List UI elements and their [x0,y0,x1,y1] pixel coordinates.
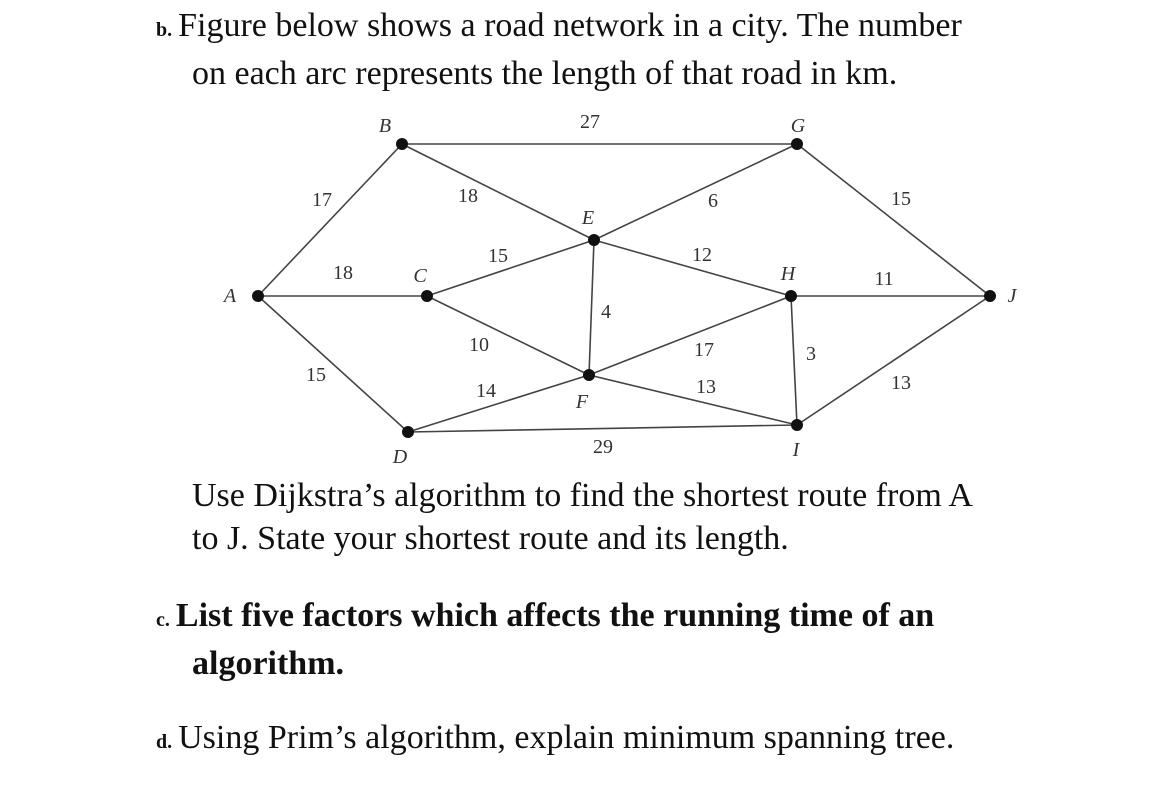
edge-weight-g-j: 15 [891,188,911,210]
question-d-text1: Using Prim’s algorithm, explain minimum spanning tree. [178,719,955,756]
edge-weight-e-h: 12 [692,244,712,266]
question-c-text1: List five factors which affects the running time of an [175,597,935,634]
node-b [396,138,408,150]
edge-a-d [258,296,408,432]
node-f [583,369,595,381]
node-label-b: B [378,115,392,137]
node-label-c: C [413,265,427,287]
edge-a-b [258,144,402,296]
question-d-marker: d. [156,731,173,753]
edge-h-i [791,296,797,425]
node-h [785,290,797,302]
node-d [402,426,414,438]
question-d [156,716,954,764]
edge-weight-a-c: 18 [333,262,353,284]
question-c-marker: c. [156,609,170,631]
node-label-e: E [581,207,595,229]
edge-weight-e-g: 6 [708,190,718,212]
node-label-f: F [575,391,589,413]
edge-c-e [427,240,594,296]
node-g [791,138,803,150]
node-a [252,290,264,302]
edge-weight-d-f: 14 [476,380,496,402]
edge-weight-b-g: 27 [580,111,600,133]
edge-weight-h-j: 11 [874,268,894,290]
edge-weight-c-f: 10 [469,334,489,356]
question-c-line1 [156,594,934,642]
question-d-line1 [156,716,954,764]
question-b-line2: on each arc represents the length of that road in km. [192,55,898,92]
node-j [984,290,996,302]
edge-e-f [589,240,594,375]
edge-weight-d-i: 29 [593,436,613,458]
node-label-g: G [790,115,806,137]
question-b-task [192,474,973,560]
node-label-i: I [792,439,800,461]
question-c-line2: algorithm. [192,645,345,682]
node-label-a: A [223,285,237,307]
node-label-d: D [392,446,408,468]
node-label-h: H [780,263,796,285]
edge-weight-c-e: 15 [488,245,508,267]
edge-f-i [589,375,797,425]
edge-weight-h-i: 3 [806,343,816,365]
edge-weight-f-h: 17 [694,339,714,361]
node-i [791,419,803,431]
edge-weight-a-b: 17 [312,189,332,211]
edge-weight-f-i: 13 [696,376,716,398]
edge-d-i [408,425,797,432]
edge-i-j [797,296,990,425]
question-b-marker: b. [156,19,173,41]
node-e [588,234,600,246]
question-b-task-line2: to J. State your shortest route and its length. [192,520,789,557]
edge-weight-a-d: 15 [306,364,326,386]
question-b-task-line1: Use Dijkstra’s algorithm to find the shortest route from A [192,477,973,514]
edge-e-g [594,144,797,240]
edge-d-f [408,375,589,432]
edge-c-f [427,296,589,375]
question-b-text1: Figure below shows a road network in a city. The number [178,7,962,44]
question-c [156,594,934,685]
edge-f-h [589,296,791,375]
edge-weight-e-f: 4 [601,301,611,323]
node-c [421,290,433,302]
edge-weight-b-e: 18 [458,185,478,207]
node-label-j: J [1007,285,1017,307]
edge-b-e [402,144,594,240]
edge-weight-i-j: 13 [891,372,911,394]
